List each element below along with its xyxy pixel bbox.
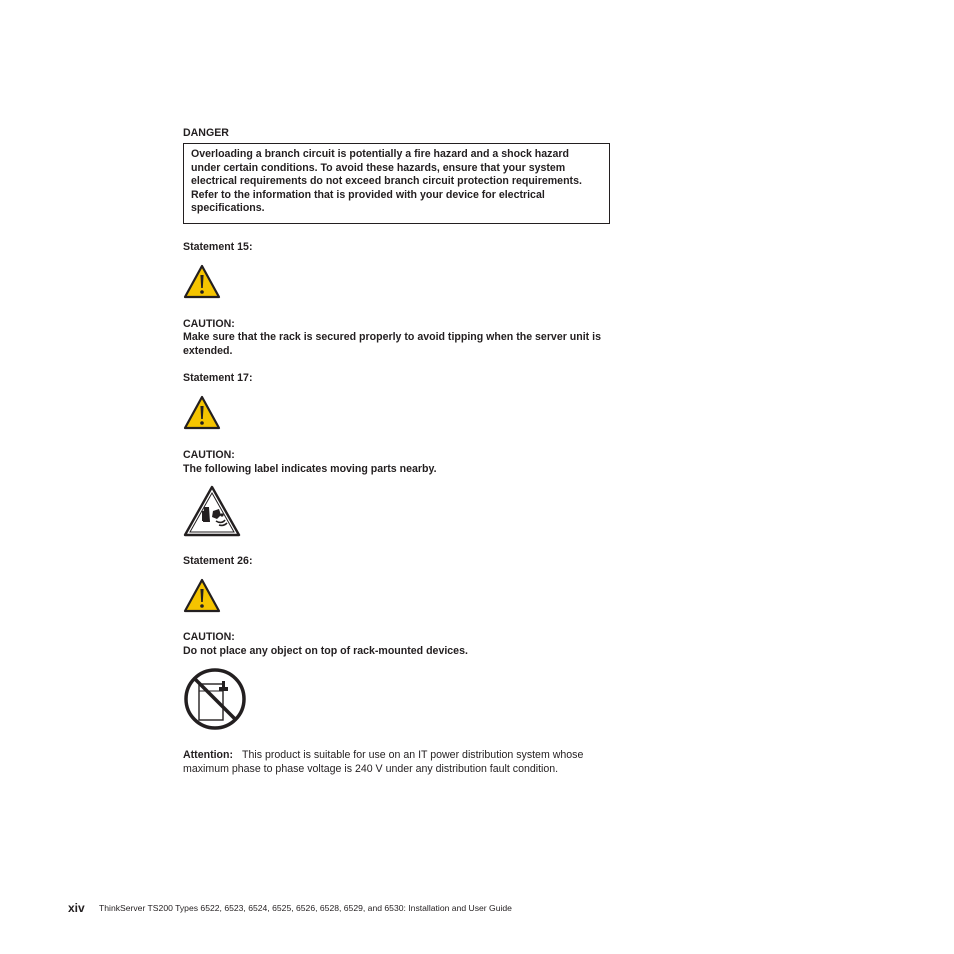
statement-26-title: Statement 26: — [183, 555, 253, 567]
warning-triangle-icon — [183, 264, 221, 299]
footer-document-title: ThinkServer TS200 Types 6522, 6523, 6524, 6525, 6526, 6528, 6529, and 6530: Installation and User Guide — [99, 903, 512, 913]
statement-15-title: Statement 15: — [183, 241, 253, 253]
page-number: xiv — [68, 901, 85, 915]
attention-text: This product is suitable for use on an IT power distribution system whose maximum phase to phase voltage is 240 V under any distribution fault condition. — [183, 749, 584, 775]
danger-heading: DANGER — [183, 127, 229, 139]
statement-15-caution-text: Make sure that the rack is secured properly to avoid tipping when the server unit is extended. — [183, 331, 601, 357]
attention-label: Attention: — [183, 749, 234, 761]
attention-note — [183, 749, 603, 776]
statement-26-caution-label: CAUTION: — [183, 631, 235, 643]
statement-26-caution-text: Do not place any object on top of rack-mounted devices. — [183, 645, 468, 657]
no-objects-on-top-icon — [183, 667, 247, 731]
statement-17-title: Statement 17: — [183, 372, 253, 384]
warning-triangle-icon — [183, 578, 221, 613]
warning-triangle-icon — [183, 395, 221, 430]
danger-notice-text: Overloading a branch circuit is potentially a fire hazard and a shock hazard under certain conditions. To avoid these hazards, ensure that your system electrical requirements do not exceed branch circuit protection requirements. Refer to the information that is provided with your device for electrical specifications. — [191, 148, 582, 215]
statement-17-caution-text: The following label indicates moving parts nearby. — [183, 463, 437, 475]
danger-notice-box — [183, 143, 610, 224]
statement-17-caution-label: CAUTION: — [183, 449, 235, 461]
moving-parts-hazard-icon — [183, 485, 241, 537]
statement-15-caution-label: CAUTION: — [183, 318, 235, 330]
